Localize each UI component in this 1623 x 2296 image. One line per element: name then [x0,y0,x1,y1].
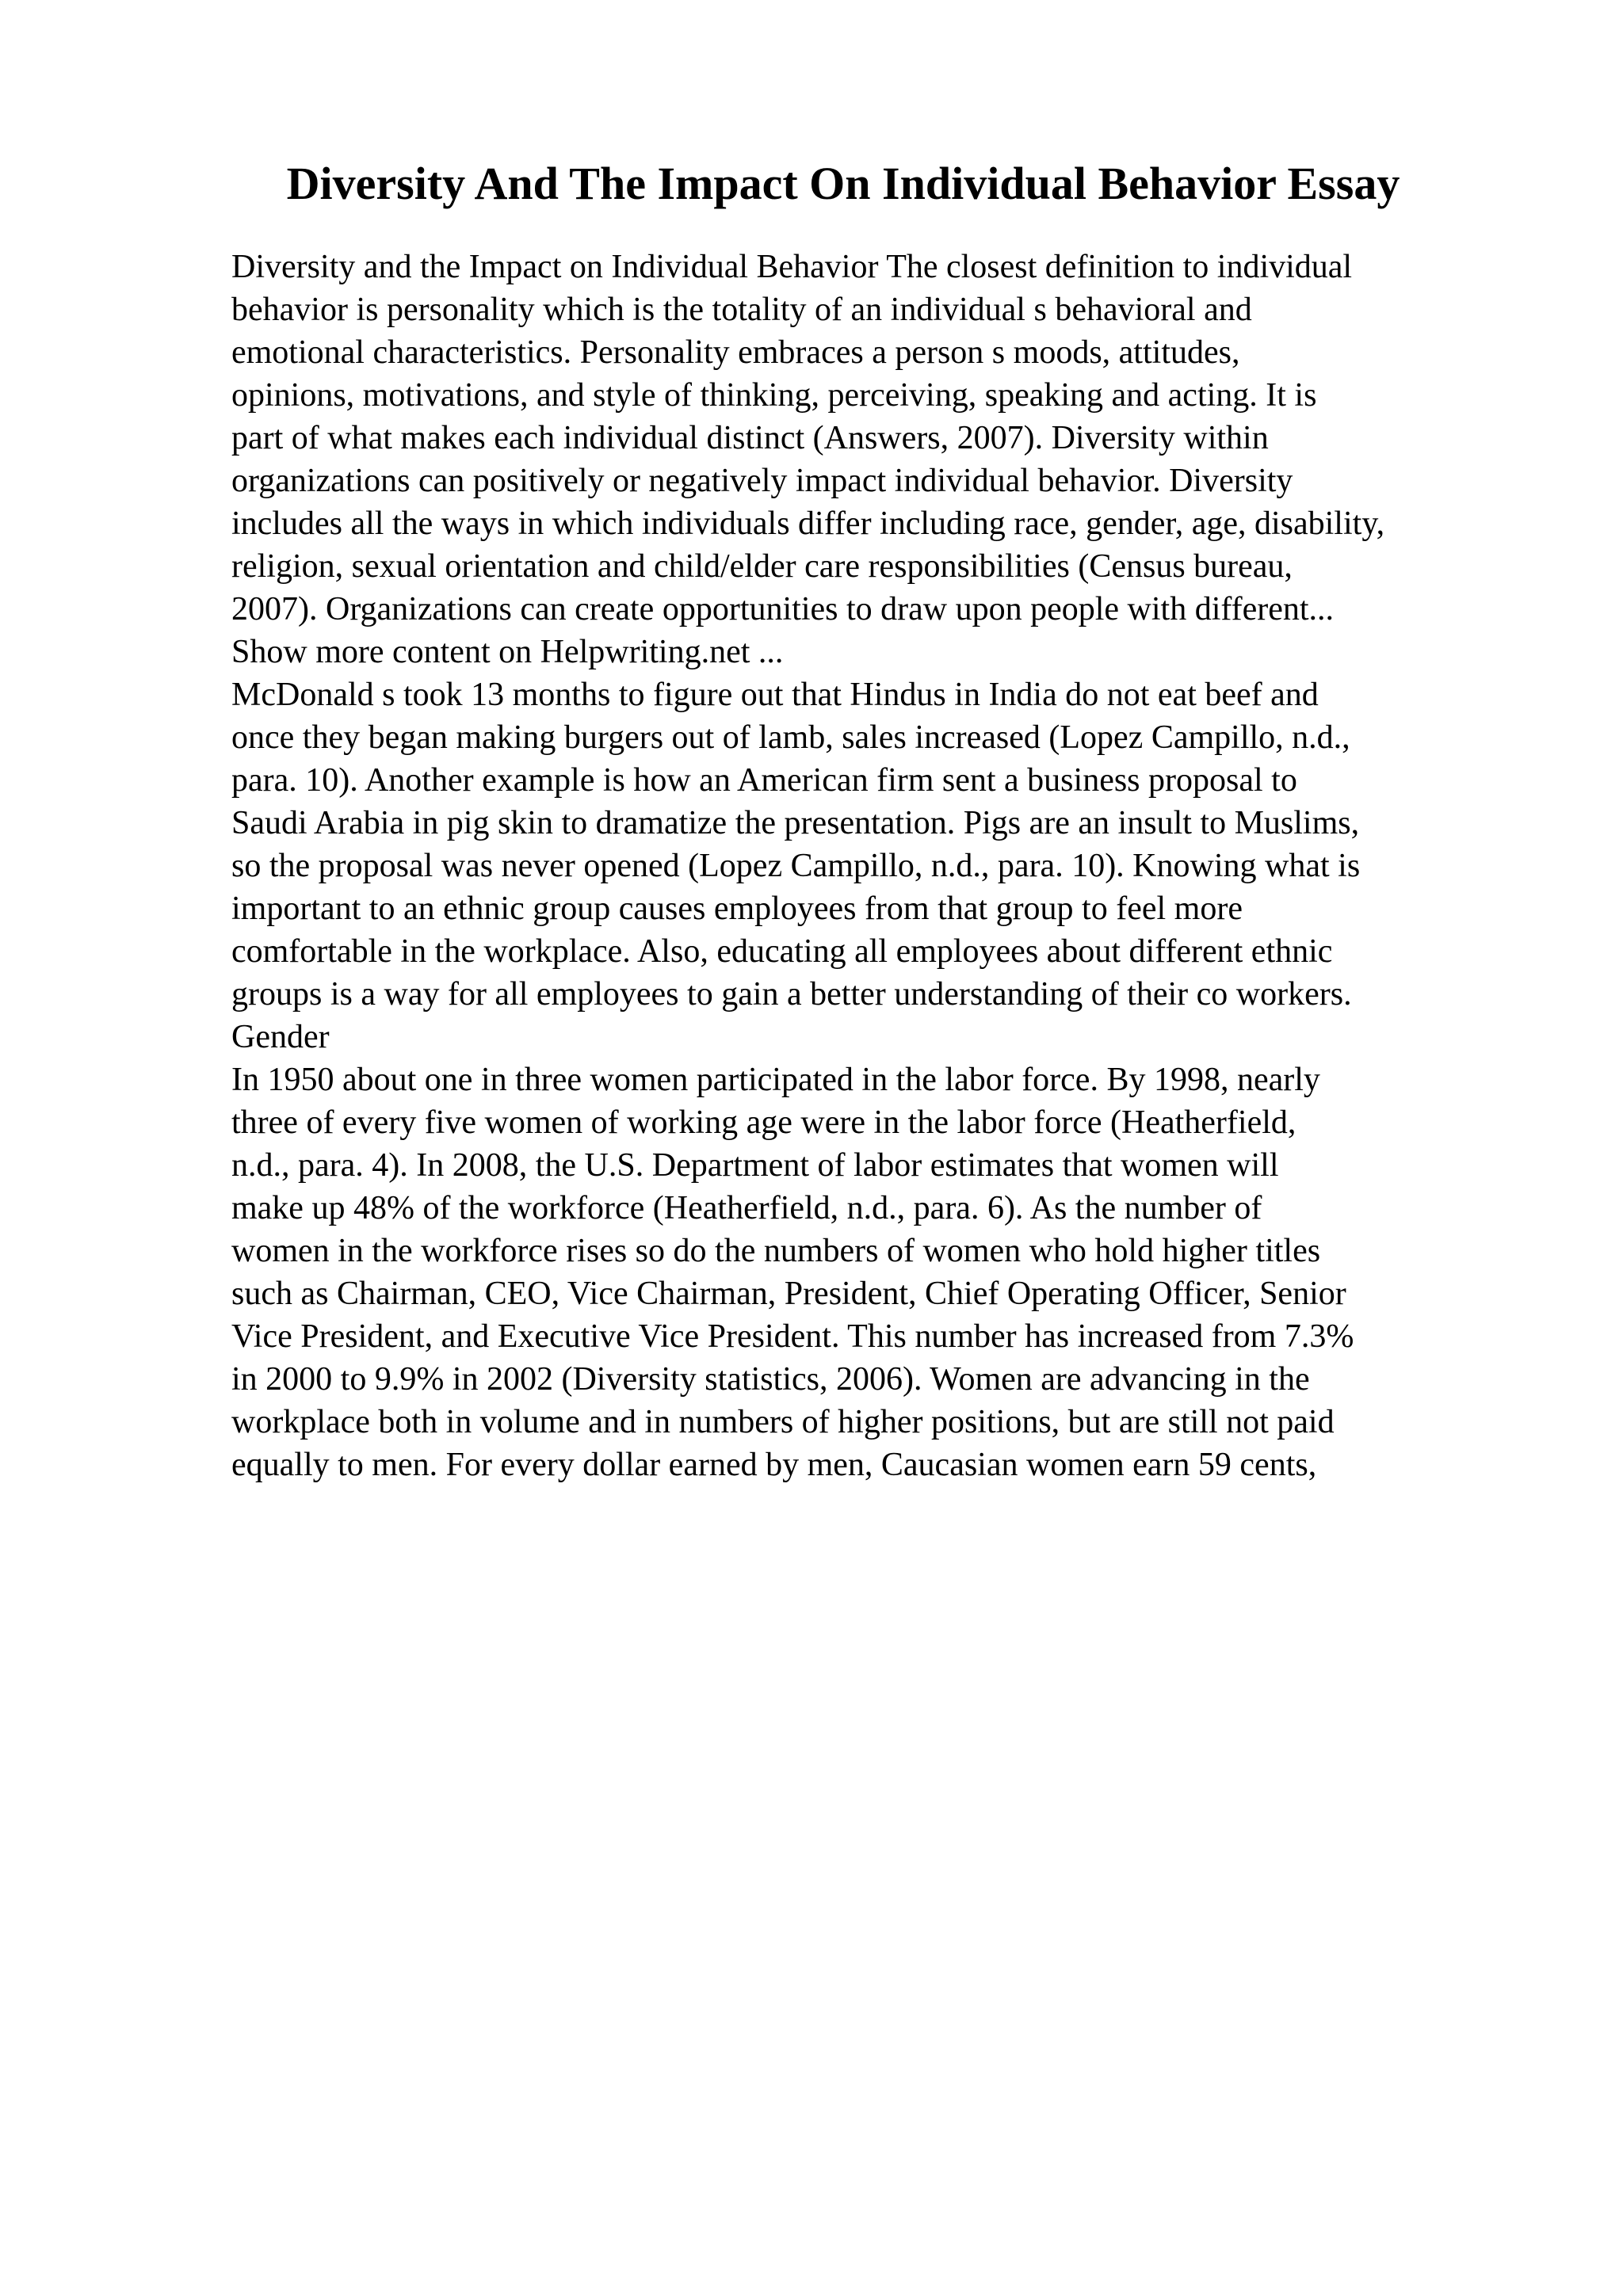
document-title: Diversity And The Impact On Individual Behavior Essay [286,158,1400,209]
text-line: para. 10). Another example is how an American firm sent a business proposal to [231,762,1297,799]
text-line: Saudi Arabia in pig skin to dramatize the presentation. Pigs are an insult to Muslims, [231,805,1360,841]
text-line: make up 48% of the workforce (Heatherfield, n.d., para. 6). As the number of [231,1190,1262,1226]
text-line: organizations can positively or negatively impact individual behavior. Diversity [231,463,1293,499]
text-line: religion, sexual orientation and child/elder care responsibilities (Census bureau, [231,548,1293,585]
text-line: such as Chairman, CEO, Vice Chairman, President, Chief Operating Officer, Senior [231,1276,1346,1312]
essay-body [231,246,1579,1486]
show-more-link[interactable]: Show more content on Helpwriting.net ... [231,634,784,670]
text-line: Diversity and the Impact on Individual Behavior The closest definition to individual [231,249,1353,285]
text-line: women in the workforce rises so do the numbers of women who hold higher titles [231,1233,1321,1269]
text-line: comfortable in the workplace. Also, educating all employees about different ethnic [231,933,1333,970]
text-line: In 1950 about one in three women participated in the labor force. By 1998, nearly [231,1062,1320,1098]
text-line: includes all the ways in which individuals differ including race, gender, age, disability, [231,505,1385,542]
text-line: Vice President, and Executive Vice President. This number has increased from 7.3% [231,1318,1354,1355]
text-line: opinions, motivations, and style of thinking, perceiving, speaking and acting. It is [231,377,1317,414]
text-line: McDonald s took 13 months to figure out that Hindus in India do not eat beef and [231,677,1319,713]
text-line: n.d., para. 4). In 2008, the U.S. Department of labor estimates that women will [231,1147,1279,1184]
section-heading-gender: Gender [231,1019,330,1055]
text-line: important to an ethnic group causes employees from that group to feel more [231,891,1243,927]
text-line: equally to men. For every dollar earned by men, Caucasian women earn 59 cents, [231,1447,1317,1483]
text-line: once they began making burgers out of lamb, sales increased (Lopez Campillo, n.d., [231,719,1350,756]
text-line: emotional characteristics. Personality embraces a person s moods, attitudes, [231,334,1240,371]
text-line: groups is a way for all employees to gain a better understanding of their co workers. [231,976,1352,1013]
text-line: 2007). Organizations can create opportunities to draw upon people with different... [231,591,1335,627]
text-line: three of every five women of working age were in the labor force (Heatherfield, [231,1104,1296,1141]
text-line: so the proposal was never opened (Lopez Campillo, n.d., para. 10). Knowing what is [231,848,1361,884]
text-line: part of what makes each individual distinct (Answers, 2007). Diversity within [231,420,1269,456]
text-line: in 2000 to 9.9% in 2002 (Diversity statistics, 2006). Women are advancing in the [231,1361,1310,1398]
text-line: workplace both in volume and in numbers of higher positions, but are still not paid [231,1404,1335,1440]
text-line: behavior is personality which is the totality of an individual s behavioral and [231,292,1252,328]
